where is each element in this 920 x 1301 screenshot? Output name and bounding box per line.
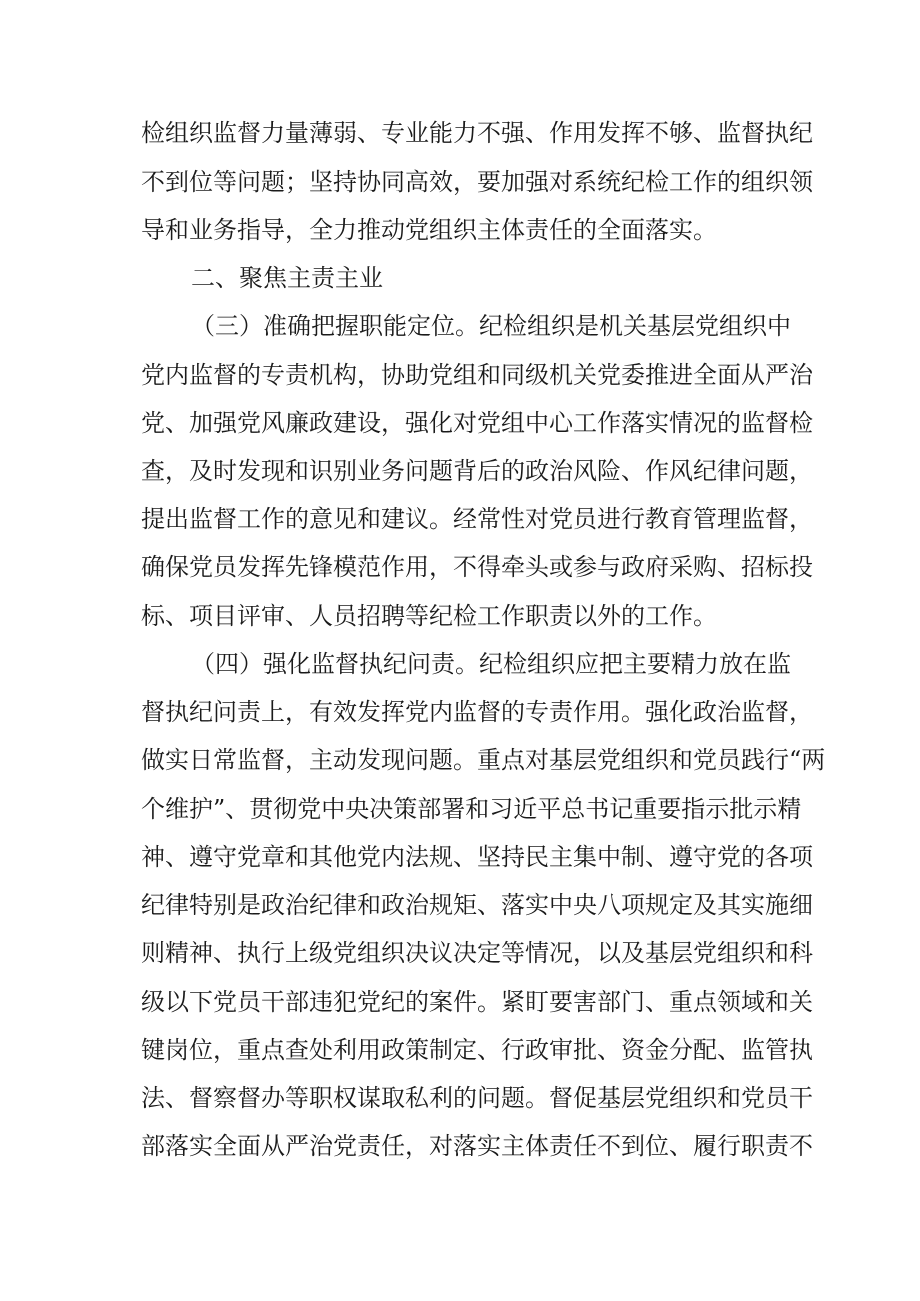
body-text-line: 做实日常监督，主动发现问题。重点对基层党组织和党员践行“两 bbox=[141, 746, 826, 774]
body-text-line: 个维护”、贯彻党中央决策部署和习近平总书记重要指示批示精 bbox=[141, 795, 802, 823]
body-text-line: 党、加强党风廉政建设，强化对党组中心工作落实情况的监督检 bbox=[141, 409, 813, 437]
body-text-line: 查，及时发现和识别业务问题背后的政治风险、作风纪律问题， bbox=[141, 457, 813, 485]
body-text-line: 督执纪问责上，有效发挥党内监督的专责作用。强化政治监督， bbox=[141, 698, 813, 726]
body-text-line: 则精神、执行上级党组织决议决定等情况，以及基层党组织和科 bbox=[141, 939, 813, 967]
body-text-line: 导和业务指导，全力推动党组织主体责任的全面落实。 bbox=[141, 216, 717, 244]
section-heading: 二、聚焦主责主业 bbox=[191, 264, 383, 292]
body-text-line: 提出监督工作的意见和建议。经常性对党员进行教育管理监督， bbox=[141, 505, 813, 533]
body-text-line: （四）强化监督执纪问责。纪检组织应把主要精力放在监 bbox=[191, 650, 791, 678]
body-text-line: 标、项目评审、人员招聘等纪检工作职责以外的工作。 bbox=[141, 602, 717, 630]
body-text-line: 纪律特别是政治纪律和政治规矩、落实中央八项规定及其实施细 bbox=[141, 891, 813, 919]
body-text-line: 神、遵守党章和其他党内法规、坚持民主集中制、遵守党的各项 bbox=[141, 843, 813, 871]
body-text-line: 党内监督的专责机构，协助党组和同级机关党委推进全面从严治 bbox=[141, 361, 813, 389]
body-text-line: 部落实全面从严治党责任，对落实主体责任不到位、履行职责不 bbox=[141, 1132, 813, 1160]
body-text-line: 不到位等问题；坚持协同高效，要加强对系统纪检工作的组织领 bbox=[141, 168, 813, 196]
body-text-line: （三）准确把握职能定位。纪检组织是机关基层党组织中 bbox=[191, 312, 791, 340]
body-text-line: 确保党员发挥先锋模范作用，不得牵头或参与政府采购、招标投 bbox=[141, 553, 813, 581]
body-text-line: 法、督察督办等职权谋取私利的问题。督促基层党组织和党员干 bbox=[141, 1084, 813, 1112]
body-text-line: 级以下党员干部违犯党纪的案件。紧盯要害部门、重点领域和关 bbox=[141, 988, 813, 1016]
body-text-line: 检组织监督力量薄弱、专业能力不强、作用发挥不够、监督执纪 bbox=[141, 119, 813, 147]
body-text-line: 键岗位，重点查处利用政策制定、行政审批、资金分配、监管执 bbox=[141, 1036, 813, 1064]
